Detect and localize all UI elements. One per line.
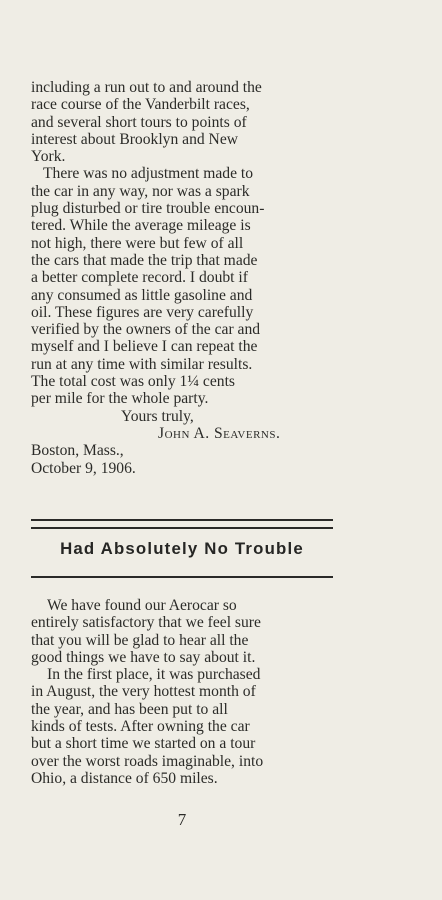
letter-body [31,79,333,477]
text-line: any consumed as little gasoline and [31,286,253,304]
section-heading: Had Absolutely No Trouble [60,539,304,558]
text-line: that you will be glad to hear all the [31,631,249,649]
heading-underline-rule [31,576,333,578]
text-line: race course of the Vanderbilt races, [31,96,250,114]
text-line: in August, the very hottest month of [31,683,256,701]
text-line: kinds of tests. After owning the car [31,718,250,736]
letter-paragraph-2 [31,165,333,407]
text-line: a better complete record. I doubt if [31,269,248,287]
text-line: The total cost was only 1¼ cents [31,373,235,391]
text-line: plug disturbed or tire trouble encoun- [31,200,265,218]
text-line: myself and I believe I can repeat the [31,338,258,356]
text-line: oil. These figures are very carefully [31,303,254,321]
text-line: There was no adjustment made to [43,165,254,183]
text-line: Ohio, a distance of 650 miles. [31,769,218,787]
text-line: the car in any way, nor was a spark [31,182,250,200]
text-line: In the first place, it was purchased [47,666,261,684]
text-line: not high, there were but few of all [31,234,244,252]
text-line: but a short time we started on a tour [31,735,256,753]
text-line: tered. While the average mileage is [31,217,251,235]
letter-signature: John A. Seaverns. [158,424,281,442]
section-paragraph-1 [31,597,333,666]
page-number: 7 [177,810,187,829]
letter-place: Boston, Mass., [31,442,124,460]
text-line: the cars that made the trip that made [31,251,258,269]
section-paragraph-2 [31,666,333,787]
text-line: entirely satisfactory that we feel sure [31,614,261,632]
text-line: interest about Brooklyn and New [31,130,239,148]
text-line: over the worst roads imaginable, into [31,752,264,770]
section-body [31,597,333,787]
text-line: per mile for the whole party. [31,390,209,408]
letter-date: October 9, 1906. [31,459,136,477]
text-line: and several short tours to points of [31,113,247,131]
letter-paragraph-1 [31,79,333,165]
letter-closing: Yours truly, [121,407,194,425]
text-line: verified by the owners of the car and [31,321,261,339]
text-line: We have found our Aerocar so [47,597,237,614]
text-line: run at any time with similar results. [31,355,253,373]
double-rule-divider [31,519,333,529]
text-line: including a run out to and around the [31,79,262,96]
text-line: the year, and has been put to all [31,700,228,718]
text-line: good things we have to say about it. [31,648,256,666]
text-line: York. [31,148,66,166]
